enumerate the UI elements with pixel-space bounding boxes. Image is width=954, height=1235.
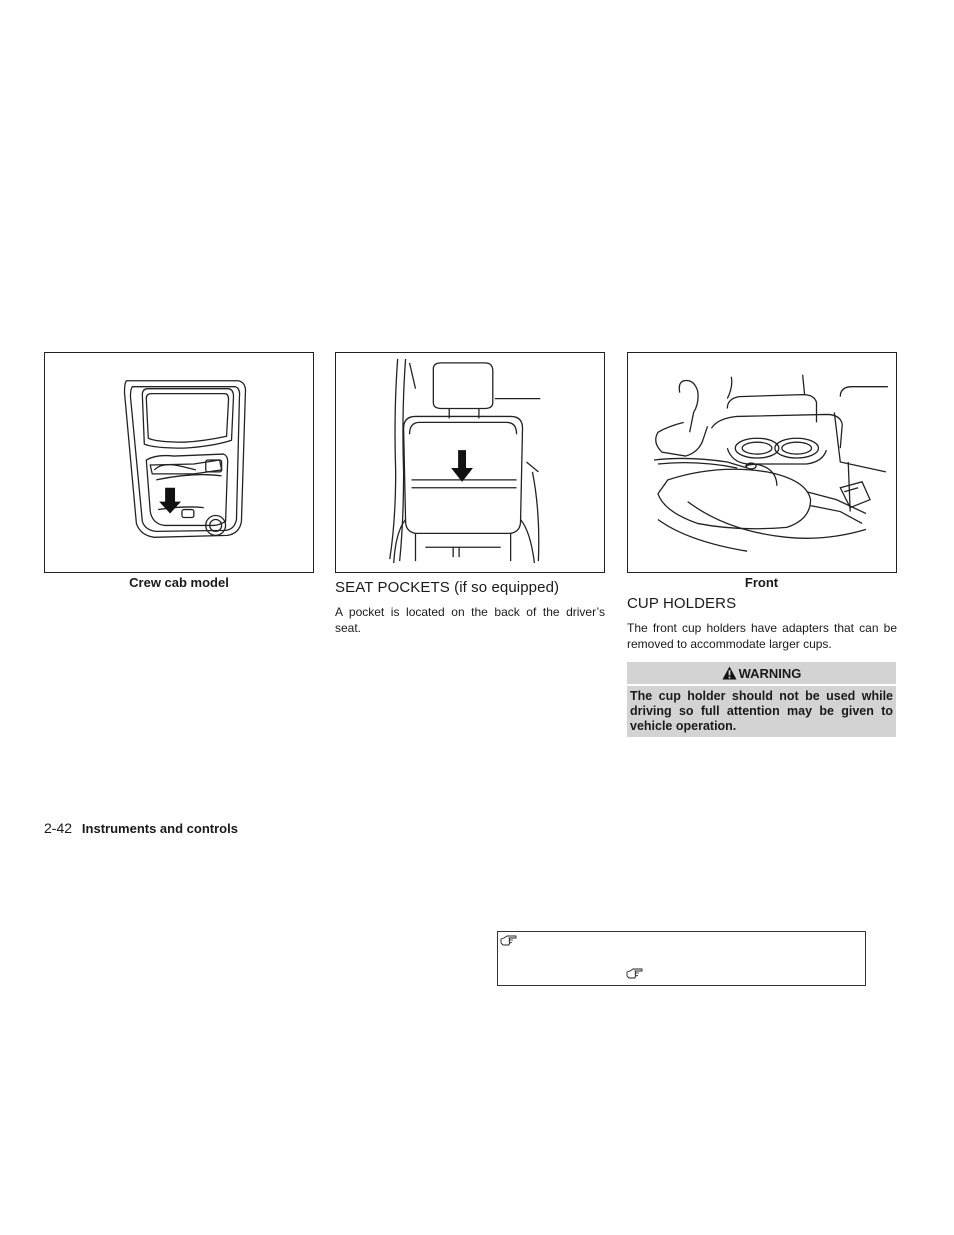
door-illustration bbox=[45, 353, 313, 572]
pointing-hand-icon bbox=[626, 968, 644, 980]
page-footer bbox=[44, 820, 238, 836]
cup-holders-body: The front cup holders have adapters that can be removed to accommodate larger cups. bbox=[627, 621, 897, 651]
figure-crew-cab-door bbox=[44, 352, 314, 573]
warning-triangle-icon bbox=[722, 666, 737, 680]
section-title: Instruments and controls bbox=[81, 821, 238, 836]
seat-illustration bbox=[336, 353, 604, 572]
down-arrow-icon bbox=[451, 450, 473, 482]
figure-front-cup-holders bbox=[627, 352, 897, 573]
cup-holder-illustration bbox=[628, 353, 896, 572]
reference-box bbox=[497, 931, 866, 986]
seat-pockets-body: A pocket is located on the back of the driver’s seat. bbox=[335, 605, 605, 635]
seat-pockets-heading: SEAT POCKETS (if so equipped) bbox=[335, 579, 560, 596]
down-arrow-icon bbox=[159, 488, 181, 514]
pointing-hand-icon bbox=[500, 935, 518, 947]
cup-holders-heading: CUP HOLDERS bbox=[627, 595, 737, 612]
figure-caption-front: Front bbox=[744, 575, 779, 590]
page-number: 2-42 bbox=[44, 820, 73, 836]
figure-caption-crew-cab: Crew cab model bbox=[129, 575, 229, 590]
warning-label: WARNING bbox=[738, 665, 802, 681]
warning-header bbox=[627, 662, 896, 686]
warning-box bbox=[627, 662, 896, 737]
warning-text: The cup holder should not be used while driving so full attention may be given to vehicle operation. bbox=[630, 689, 893, 733]
figure-seat-back bbox=[335, 352, 605, 573]
